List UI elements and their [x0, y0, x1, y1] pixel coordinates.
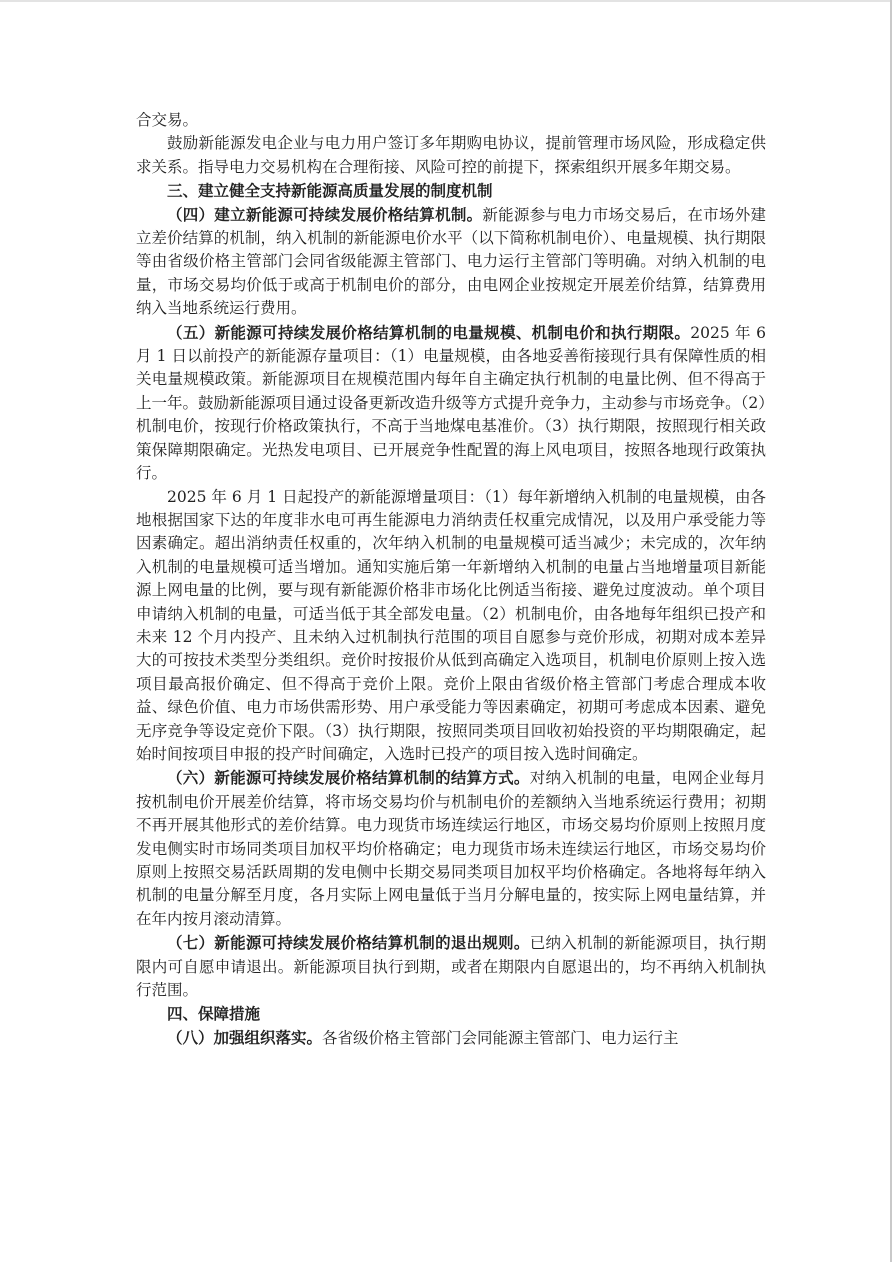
paragraph-item-5 [136, 321, 766, 486]
paragraph-continuation: 合交易。 [136, 111, 199, 129]
paragraph-item-8 [136, 1026, 766, 1050]
item-4-body: 新能源参与电力市场交易后，在市场外建立差价结算的机制，纳入机制的新能源电价水平（以下简称机制电价）、电量规模、执行期限等由省级价格主管部门会同省级能源主管部门、电力运行主管部门等明确。对纳入机制的电量，市场交易均价低于或高于机制电价的部分，由电网企业按规定开展差价结算，结算费用纳入当地系统运行费用。 [136, 205, 766, 318]
paragraph-item-7 [136, 931, 766, 1002]
item-6-title: （六）新能源可持续发展价格结算机制的结算方式。 [167, 768, 530, 788]
item-7-body: 已纳入机制的新能源项目，执行期限内可自愿申请退出。新能源项目执行到期，或者在期限内自愿退出的，均不再纳入机制执行范围。 [136, 934, 766, 1000]
item-4-title: （四）建立新能源可持续发展价格结算机制。 [167, 204, 483, 224]
section-heading-4: 四、保障措施 [167, 1004, 261, 1024]
section-heading-3: 三、建立健全支持新能源高质量发展的制度机制 [167, 181, 493, 201]
item-5-title: （五）新能源可持续发展价格结算机制的电量规模、机制电价和执行期限。 [167, 322, 691, 342]
paragraph-incremental-projects: 2025 年 6 月 1 日起投产的新能源增量项目：（1）每年新增纳入机制的电量规模，由各地根据国家下达的年度非水电可再生能源电力消纳责任权重完成情况，以及用户承受能力等因素确定。超出消纳责任权重的，次年纳入机制的电量规模可适当减少；未完成的，次年纳入机制的电量规模可适当增加。通知实施后第一年新增纳入机制的电量占当地增量项目新能源上网电量的比例，要与现有新能源价格非市场化比例适当衔接、避免过度波动。单个项目申请纳入机制的电量，可适当低于其全部发电量。（2）机制电价，由各地每年组织已投产和未来 12 个月内投产、且未纳入过机制执行范围的项目自愿参与竞价形成，初期对成本差异大的可按技术类型分类组织。竞价时按报价从低到高确定入选项目，机制电价原则上按入选项目最高报价确定、但不得高于竞价上限。竞价上限由省级价格主管部门考虑合理成本收益、绿色价值、电力市场供需形势、用户承受能力等因素确定，初期可考虑成本因素、避免无序竞争等设定竞价下限。（3）执行期限，按照同类项目回收初始投资的平均期限确定，起始时间按项目申报的投产时间确定，入选时已投产的项目按入选时间确定。 [136, 487, 766, 763]
item-7-title: （七）新能源可持续发展价格结算机制的退出规则。 [167, 933, 530, 953]
item-6-body: 对纳入机制的电量，电网企业每月按机制电价开展差价结算，将市场交易均价与机制电价的差额纳入当地系统运行费用；初期不再开展其他形式的差价结算。电力现货市场连续运行地区，市场交易均价原则上按照月度发电侧实时市场同类项目加权平均价格确定；电力现货市场未连续运行地区，市场交易均价原则上按照交易活跃周期的发电侧中长期交易同类项目加权平均价格确定。各地将每年纳入机制的电量分解至月度，各月实际上网电量低于当月分解电量的，按实际上网电量结算，并在年内按月滚动清算。 [136, 769, 766, 928]
document-body [136, 109, 766, 1050]
item-5-body: 2025 年 6 月 1 日以前投产的新能源存量项目：（1）电量规模，由各地妥善衔接现行具有保障性质的相关电量规模政策。新能源项目在规模范围内每年自主确定执行机制的电量比例、但不得高于上一年。鼓励新能源项目通过设备更新改造升级等方式提升竞争力，主动参与市场竞争。（2）机制电价，按现行价格政策执行，不高于当地煤电基准价。（3）执行期限，按照现行相关政策保障期限确定。光热发电项目、已开展竞争性配置的海上风电项目，按照各地现行政策执行。 [136, 323, 766, 483]
paragraph-item-4 [136, 203, 766, 321]
paragraph-multiyear-agreements: 鼓励新能源发电企业与电力用户签订多年期购电协议，提前管理市场风险，形成稳定供求关系。指导电力交易机构在合理衔接、风险可控的前提下，探索组织开展多年期交易。 [136, 134, 766, 176]
item-8-body: 各省级价格主管部门会同能源主管部门、电力运行主 [322, 1028, 679, 1047]
item-8-title: （八）加强组织落实。 [167, 1027, 323, 1047]
paragraph-item-6 [136, 766, 766, 931]
page-top-edge [0, 0, 892, 2]
